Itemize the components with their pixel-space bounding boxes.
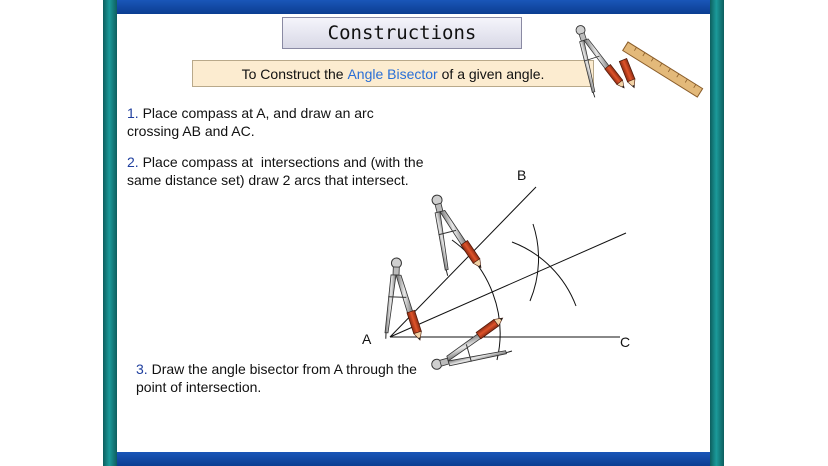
- slide-title-text: Constructions: [327, 22, 477, 44]
- point-label-c: C: [620, 334, 631, 350]
- compass-icon: [424, 314, 514, 374]
- step-2-number: 2.: [127, 154, 139, 170]
- ruler-icon: [623, 42, 703, 97]
- step-3-line-1: Draw the angle bisector from A through the: [151, 361, 417, 377]
- step-1-number: 1.: [127, 105, 139, 121]
- step-2-line-2: same distance set) draw 2 arcs that intersect.: [127, 172, 409, 188]
- point-label-b: B: [517, 167, 527, 183]
- compass-icon: [385, 258, 427, 342]
- arc-from-ac-intersection: [512, 242, 576, 306]
- step-1-line-1: Place compass at A, and draw an arc: [142, 105, 374, 121]
- point-label-a: A: [362, 331, 372, 347]
- compass-icon: [427, 188, 485, 278]
- subtitle-prefix: To Construct the: [241, 65, 348, 82]
- subtitle-suffix: of a given angle.: [437, 65, 545, 82]
- arc-from-ab-intersection: [530, 224, 539, 301]
- step-3-number: 3.: [136, 361, 148, 377]
- step-3-line-2: point of intersection.: [136, 379, 262, 395]
- subtitle-highlight: Angle Bisector: [347, 65, 438, 82]
- compass-icon: [571, 17, 627, 99]
- step-2-line-1: Place compass at intersections and (with the: [142, 154, 424, 170]
- angle-bisector-line: [390, 233, 626, 337]
- step-1-line-2: crossing AB and AC.: [127, 123, 255, 139]
